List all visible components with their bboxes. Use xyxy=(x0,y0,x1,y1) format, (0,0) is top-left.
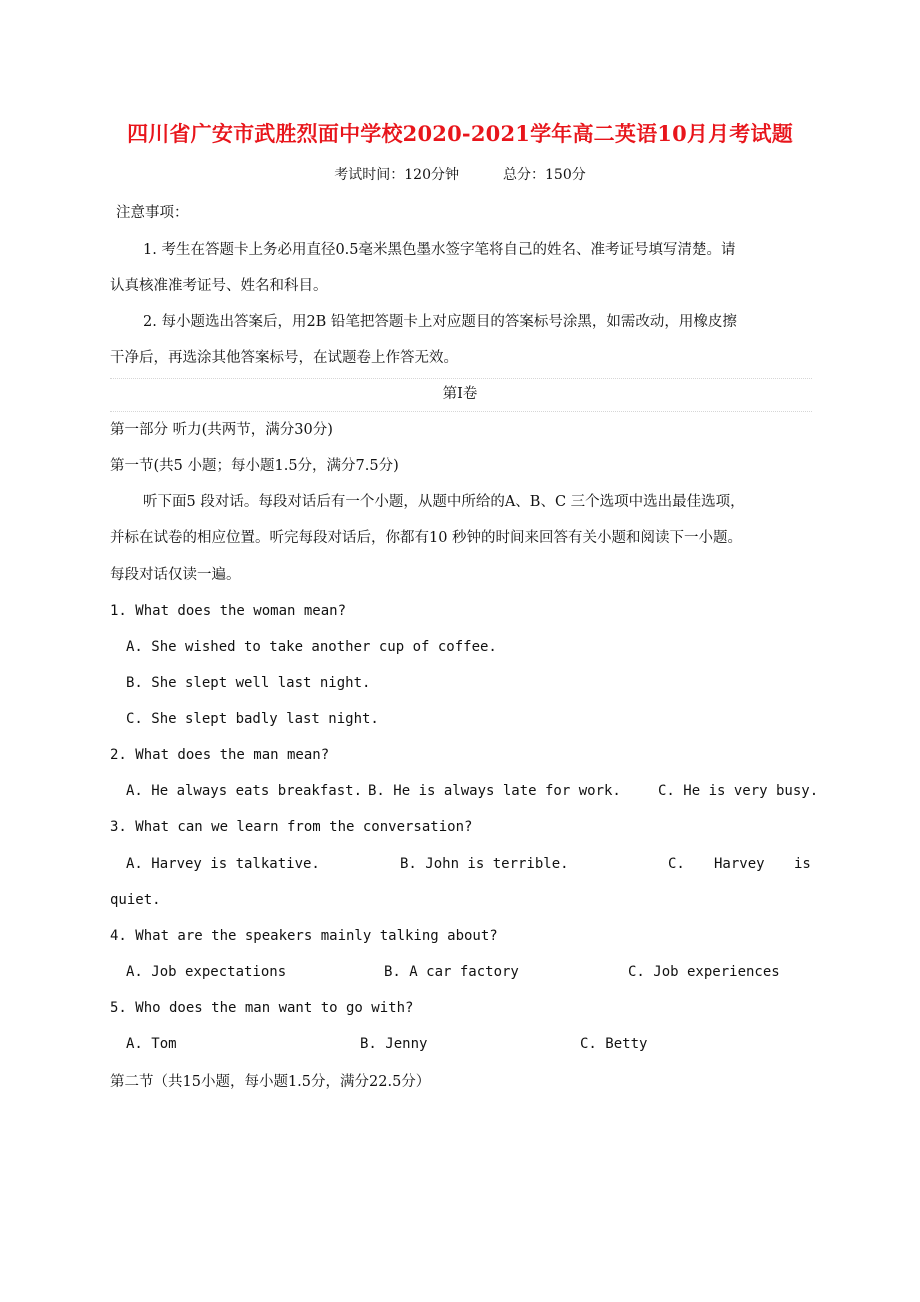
question-5-stem: 5. Who does the man want to go with? xyxy=(110,1000,414,1016)
instructions-line-2: 并标在试卷的相应位置。听完每段对话后，你都有10 秒钟的时间来回答有关小题和阅读下一小题。 xyxy=(110,530,743,546)
question-1-option-a: A. She wished to take another cup of coffee. xyxy=(126,639,497,655)
part-1-heading: 第一部分 听力(共两节，满分30分) xyxy=(110,422,333,438)
question-1-option-b: B. She slept well last night. xyxy=(126,675,371,691)
exam-meta xyxy=(0,164,920,184)
note-1-line-2: 认真核准准考证号、姓名和科目。 xyxy=(110,278,328,294)
exam-total-score: 总分：150分 xyxy=(503,167,586,183)
question-2-option-a: A. He always eats breakfast. xyxy=(126,783,363,799)
question-5-option-a: A. Tom xyxy=(126,1036,177,1052)
note-2-line-2: 干净后，再选涂其他答案标号，在试题卷上作答无效。 xyxy=(110,350,458,366)
question-3-option-b: B. John is terrible. xyxy=(400,856,569,872)
question-3-option-c-word-3: quiet. xyxy=(110,892,161,908)
question-3-option-a: A. Harvey is talkative. xyxy=(126,856,320,872)
question-4-option-b: B. A car factory xyxy=(384,964,519,980)
question-4-option-c: C. Job experiences xyxy=(628,964,780,980)
question-5-option-b: B. Jenny xyxy=(360,1036,428,1052)
section-1-heading: 第一节(共5 小题；每小题1.5分，满分7.5分) xyxy=(110,458,399,474)
question-2-option-c: C. He is very busy. xyxy=(658,783,819,799)
note-1-line-1: 1. 考生在答题卡上务必用直径0.5毫米黑色墨水签字笔将自己的姓名、准考证号填写清楚。请 xyxy=(143,242,736,258)
question-3-stem: 3. What can we learn from the conversation? xyxy=(110,819,473,835)
question-2-stem: 2. What does the man mean? xyxy=(110,747,330,763)
exam-time: 考试时间：120分钟 xyxy=(334,167,459,183)
instructions-line-1: 听下面5 段对话。每段对话后有一个小题，从题中所给的A、B、C 三个选项中选出最佳选项， xyxy=(143,494,745,510)
question-4-option-a: A. Job expectations xyxy=(126,964,287,980)
section-2-heading: 第二节（共15小题，每小题1.5分，满分22.5分） xyxy=(110,1074,431,1090)
question-4-stem: 4. What are the speakers mainly talking about? xyxy=(110,928,498,944)
exam-title: 四川省广安市武胜烈面中学校2020-2021学年高二英语10月月考试题 xyxy=(127,121,793,146)
question-3-option-c-letter: C. xyxy=(668,856,685,872)
note-2-line-1: 2. 每小题选出答案后，用2B 铅笔把答题卡上对应题目的答案标号涂黑，如需改动，用橡皮擦 xyxy=(143,314,737,330)
question-1-option-c: C. She slept badly last night. xyxy=(126,711,379,727)
volume-label: 第I卷 xyxy=(442,386,478,402)
question-1-stem: 1. What does the woman mean? xyxy=(110,603,347,619)
question-2-option-b: B. He is always late for work. xyxy=(368,783,621,799)
question-3-option-c-word-2: is xyxy=(794,856,811,872)
notes-heading: 注意事项： xyxy=(116,205,189,221)
question-3-option-c-word-1: Harvey xyxy=(714,856,765,872)
instructions-line-3: 每段对话仅读一遍。 xyxy=(110,567,241,583)
question-5-option-c: C. Betty xyxy=(580,1036,648,1052)
